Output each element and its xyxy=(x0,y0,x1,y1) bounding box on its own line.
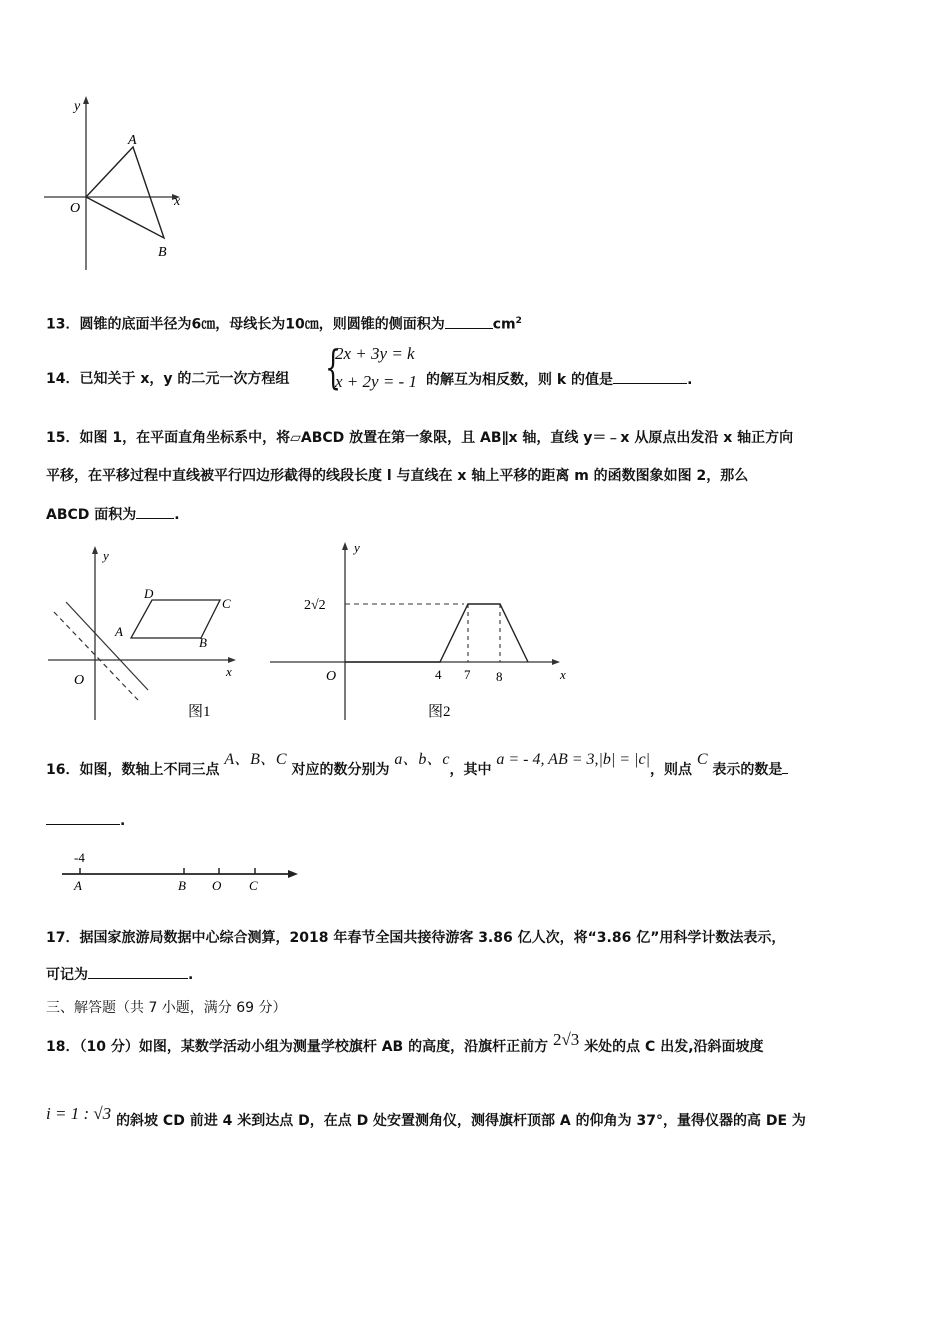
q14-answer-blank[interactable] xyxy=(613,369,687,384)
numline-point-a: A xyxy=(74,878,82,893)
q15-end: . xyxy=(174,507,180,523)
q18-slope: i = 1 : √3 xyxy=(46,1104,112,1123)
q13-text: 13．圆锥的底面半径为6㎝，母线长为10㎝，则圆锥的侧面积为 xyxy=(46,316,445,333)
q18-text-1: 18．（10 分）如图，某数学活动小组为测量学校旗杆 AB 的高度，沿旗杆正前方 xyxy=(46,1039,549,1055)
numline-point-o: O xyxy=(212,878,222,893)
q18-text-3: 的斜坡 CD 前进 4 米到达点 D，在点 D 处安置测角仪，测得旗杆顶部 A 的仰角为 37°，量得仪器的高 DE 为 xyxy=(116,1113,806,1129)
q16-text-4: ，则点 xyxy=(650,762,692,778)
q15-answer-blank[interactable] xyxy=(136,504,174,519)
q16-text-2: 对应的数分别为 xyxy=(291,762,390,778)
q14-text-after: 的解互为相反数，则 k 的值是 xyxy=(426,372,614,388)
figure-2 xyxy=(266,536,576,726)
number-line-figure xyxy=(56,848,306,896)
question-15-line3 xyxy=(46,504,180,525)
q16-answer-blank-b[interactable] xyxy=(46,810,120,825)
question-17-line2 xyxy=(46,964,193,985)
tick-value-neg4: -4 xyxy=(74,850,85,865)
q13-unit: cm xyxy=(492,316,516,333)
fig2-x-tick-4: 4 xyxy=(435,667,442,682)
q16-text-5: 表示的数是 xyxy=(712,762,783,778)
q15-text: ABCD 面积为 xyxy=(46,507,137,523)
q16-point-c: C xyxy=(696,751,708,768)
fig2-caption: 图2 xyxy=(428,704,451,720)
q14-text-before: 14．已知关于 x，y 的二元一次方程组 xyxy=(46,371,290,387)
fig2-y-tick: 2√2 xyxy=(304,598,326,613)
q16-text-3: ，其中 xyxy=(449,762,492,778)
fig2-x-tick-7: 7 xyxy=(464,667,471,682)
equation-1: 2x + 3y = k xyxy=(335,344,415,363)
fig1-point-c: C xyxy=(222,596,231,611)
equation-system xyxy=(325,342,425,396)
fig1-y-label: y xyxy=(103,548,109,563)
question-16 xyxy=(46,751,788,780)
question-15-line1: 15．如图 1，在平面直角坐标系中，将▱ABCD 放置在第一象限，且 AB∥x 轴，直线 y＝﹣x 从原点出发沿 x 轴正方向 xyxy=(46,430,794,446)
q16-condition: a = - 4, AB = 3,|b| = |c| xyxy=(496,751,650,768)
figure-q12 xyxy=(40,94,200,274)
numline-point-c: C xyxy=(249,878,258,893)
q16-values: a、b、c xyxy=(394,751,450,768)
q17-end: . xyxy=(188,967,194,983)
q18-text-2: 米处的点 C 出发,沿斜面坡度 xyxy=(584,1039,764,1055)
q14-end: . xyxy=(687,372,693,388)
point-a-label: A xyxy=(128,133,137,148)
y-axis-label: y xyxy=(74,99,81,114)
question-18-line1 xyxy=(46,1030,764,1057)
q13-answer-blank[interactable] xyxy=(445,314,493,329)
q17-answer-blank[interactable] xyxy=(88,964,188,979)
brace: { xyxy=(325,340,342,394)
fig1-origin-label: O xyxy=(74,673,85,688)
q16-points: A、B、C xyxy=(224,751,287,768)
q16-text-1: 16．如图，数轴上不同三点 xyxy=(46,762,220,778)
fig1-caption: 图1 xyxy=(188,704,211,720)
fig2-x-tick-8: 8 xyxy=(496,669,503,684)
origin-label: O xyxy=(70,201,81,216)
fig1-point-d: D xyxy=(144,586,154,601)
equation-2: x + 2y = - 1 xyxy=(335,372,417,391)
numline-point-b: B xyxy=(178,878,186,893)
fig2-origin-label: O xyxy=(326,669,337,684)
question-14-before xyxy=(46,369,289,389)
question-13 xyxy=(46,311,522,335)
fig2-x-label: x xyxy=(560,667,566,682)
q13-unit-sup: 2 xyxy=(515,316,522,326)
question-18-line2 xyxy=(46,1104,806,1131)
question-14-after xyxy=(426,369,692,390)
fig1-x-label: x xyxy=(226,664,232,679)
figure-1 xyxy=(40,540,250,725)
x-axis-label: x xyxy=(174,194,181,209)
point-b-label: B xyxy=(158,245,167,260)
fig2-y-label: y xyxy=(354,540,360,555)
question-15-line2: 平移，在平移过程中直线被平行四边形截得的线段长度 l 与直线在 x 轴上平移的距离 m 的函数图象如图 2，那么 xyxy=(46,468,749,484)
q18-distance: 2√3 xyxy=(552,1030,580,1049)
q16-end: . xyxy=(120,813,126,829)
question-16-cont xyxy=(46,810,125,831)
question-17-line1: 17．据国家旅游局数据中心综合测算，2018 年春节全国共接待游客 3.86 亿人次，将“3.86 亿”用科学计数法表示， xyxy=(46,930,786,946)
fig1-point-b: B xyxy=(199,635,207,650)
q17-text: 可记为 xyxy=(46,967,88,983)
q16-answer-blank-a[interactable] xyxy=(782,759,788,774)
fig1-point-a: A xyxy=(115,624,123,639)
section-3-heading: 三、解答题（共 7 小题，满分 69 分） xyxy=(46,1000,287,1016)
